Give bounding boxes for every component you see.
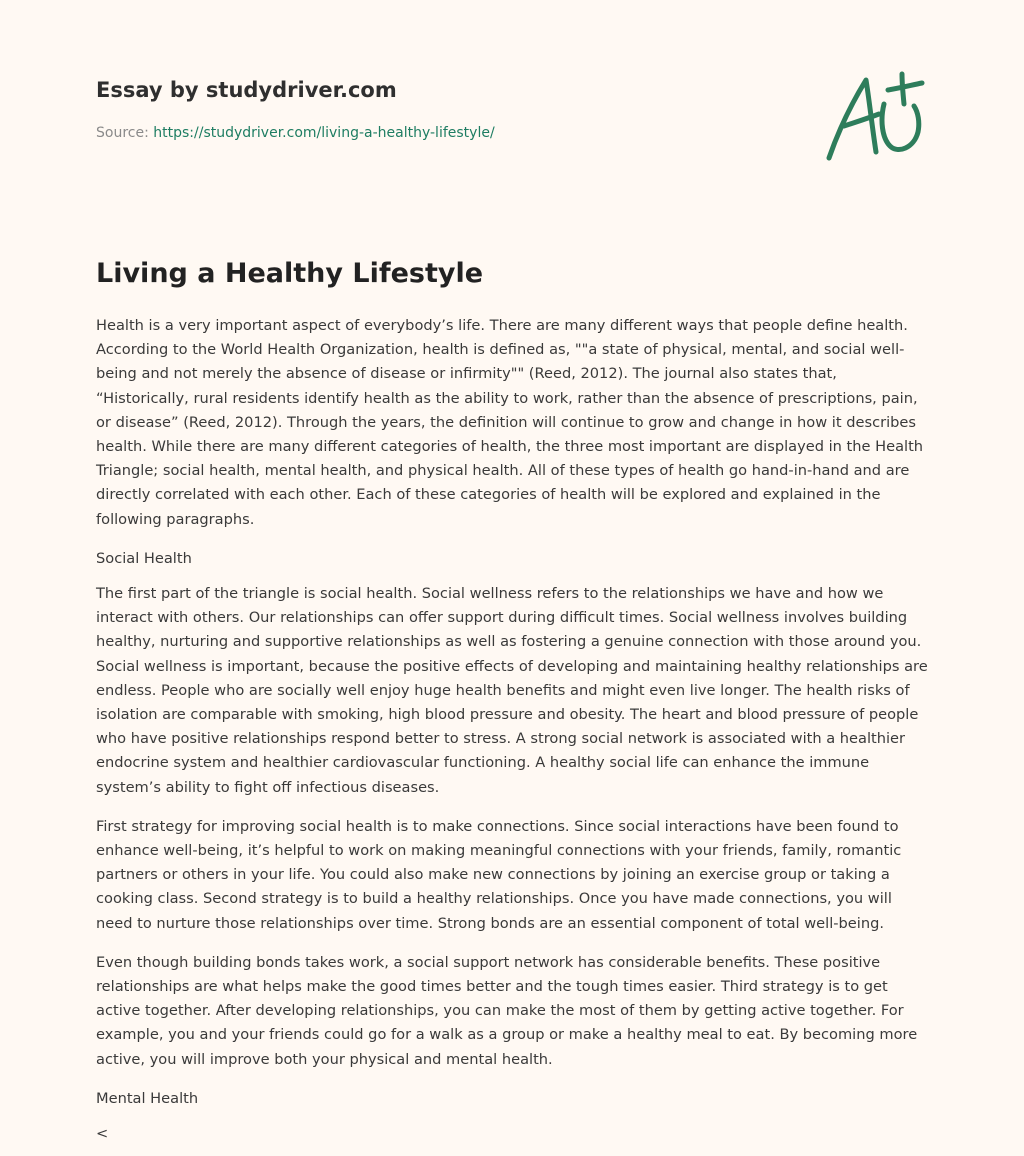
paragraph-social-health: The first part of the triangle is social health. Social wellness refers to the relationships we have and how we interact with others. Our relationships can offer support during difficult times. Social wellness involves building healthy, nurturing and supportive relationships as well as fostering a genuine connection with those around you. Social wellness is important, because the positive effects of developing and maintaining healthy relationships are endless. People who are socially well enjoy huge health benefits and might even live longer. The health risks of isolation are comparable with smoking, high blood pressure and obesity. The heart and blood pressure of people who have positive relationships respond better to stress. A strong social network is associated with a healthier endocrine system and healthier cardiovascular functioning. A healthy social life can enhance the immune system’s ability to fight off infectious diseases.: [96, 585, 928, 796]
section-heading-social-health: Social Health: [96, 549, 192, 567]
a-plus-logo-icon: [822, 68, 926, 166]
a-plus-logo: [822, 68, 926, 166]
paragraph-social-strategies: First strategy for improving social health is to make connections. Since social interactions have been found to enhance well-being, it’s helpful to work on making meaningful connections with your friends, family, romantic partners or others in your life. You could also make new connections by joining an exercise group or taking a cooking class. Second strategy is to build a healthy relationships. Once you have made connections, you will need to nurture those relationships over time. Strong bonds are an essential component of total well-being.: [96, 817, 902, 932]
truncated-marker: <: [96, 1125, 109, 1143]
source-line: [96, 123, 796, 143]
article-body: [96, 314, 931, 1156]
paragraph-social-benefits: Even though building bonds takes work, a social support network has considerable benefits. These positive relationships are what helps make the good times better and the tough times easier. Third strategy is to get active together. After developing relationships, you can make the most of them by getting active together. For example, you and your friends could go for a walk as a group or make a healthy meal to eat. By becoming more active, you will improve both your physical and mental health.: [96, 953, 918, 1068]
paragraph-intro: Health is a very important aspect of everybody’s life. There are many different ways that people define health. According to the World Health Organization, health is defined as, ""a state of physical, mental, and social well-being and not merely the absence of disease or infirmity"" (Reed, 2012). The journal also states that, “Historically, rural residents identify health as the ability to work, rather than the absence of prescriptions, pain, or disease” (Reed, 2012). Through the years, the definition will continue to grow and change in how it describes health. While there are many different categories of health, the three most important are displayed in the Health Triangle; social health, mental health, and physical health. All of these types of health go hand-in-hand and are directly correlated with each other. Each of these categories of health will be explored and explained in the following paragraphs.: [96, 317, 924, 528]
page-title: Living a Healthy Lifestyle: [96, 258, 484, 289]
source-label: Source:: [96, 125, 154, 141]
site-title: Essay by studydriver.com: [96, 78, 397, 102]
header: [96, 76, 796, 143]
section-heading-mental-health: Mental Health: [96, 1089, 199, 1107]
source-link[interactable]: https://studydriver.com/living-a-healthy-lifestyle/: [153, 125, 495, 141]
